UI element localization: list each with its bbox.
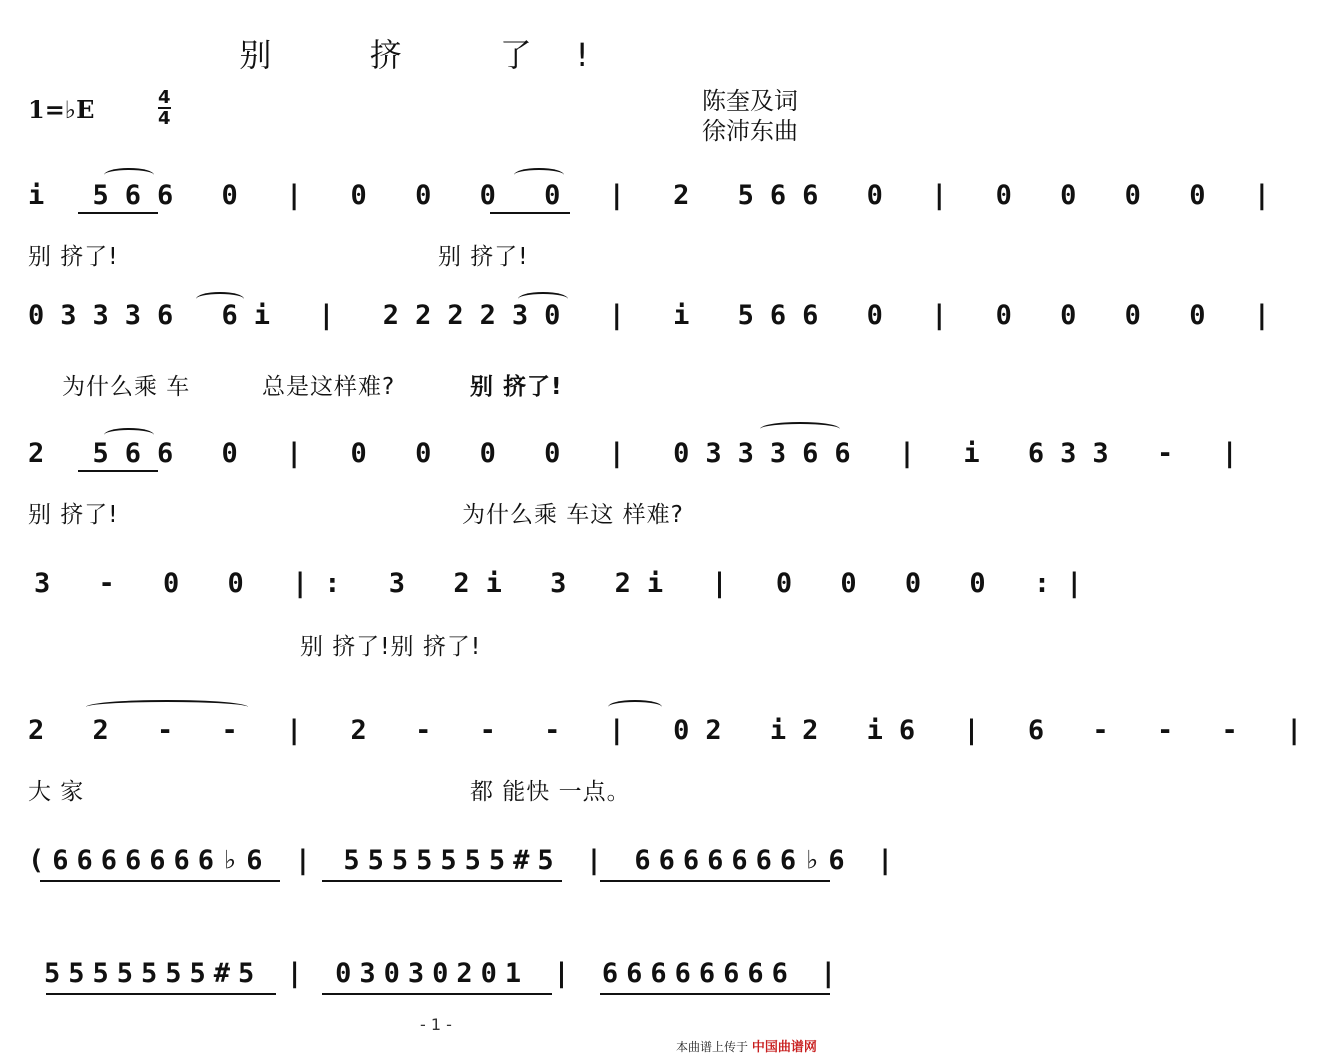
- slur: [518, 292, 568, 306]
- system-1-lyric-2: 别 挤了!: [438, 244, 529, 270]
- system-2-lyric-2: 总是这样难?: [262, 374, 396, 400]
- slur: [86, 700, 248, 714]
- slur: [760, 422, 840, 436]
- beam-line: [600, 993, 830, 995]
- slur: [104, 428, 154, 442]
- system-4-lyric-1: 别 挤了!别 挤了!: [300, 634, 482, 660]
- system-3-lyric-1: 别 挤了!: [28, 502, 119, 528]
- slur: [196, 292, 244, 306]
- system-1-notation: i 566 0 | 0 0 0 0 | 2 566 0 | 0 0 0 0 |: [28, 180, 1286, 211]
- beam-line: [78, 470, 158, 472]
- beam-line: [490, 212, 570, 214]
- composer-credit: 徐沛东曲: [702, 117, 798, 145]
- system-1-lyric-1: 别 挤了!: [28, 244, 119, 270]
- system-4-notation: 3 - 0 0 |: 3 2i 3 2i | 0 0 0 0 :|: [34, 568, 1099, 599]
- beam-line: [46, 993, 276, 995]
- system-2-notation: 03336 6i | 222230 | i 566 0 | 0 0 0 0 |: [28, 300, 1286, 331]
- system-6-notation: (6666666♭6 | 5555555#5 | 6666666♭6 |: [28, 845, 902, 876]
- system-7-notation: 5555555#5 | 03030201 | 66666666 |: [44, 958, 845, 989]
- slur: [514, 168, 564, 182]
- system-5-lyric-2: 都 能快 一点。: [470, 779, 631, 805]
- time-signature-bottom: 4: [158, 108, 171, 129]
- key-signature: 1=♭E: [28, 95, 95, 124]
- song-title: 别 挤 了!: [239, 36, 633, 74]
- time-signature: [158, 88, 171, 128]
- watermark: [676, 1036, 817, 1055]
- credits: [702, 86, 798, 146]
- time-signature-top: 4: [158, 87, 171, 108]
- lyricist-credit: 陈奎及词: [702, 87, 798, 115]
- system-3-notation: 2 566 0 | 0 0 0 0 | 033366 | i 633 - |: [28, 438, 1254, 469]
- beam-line: [322, 880, 562, 882]
- page-number: - 1 -: [420, 1015, 452, 1034]
- beam-line: [40, 880, 280, 882]
- beam-line: [600, 880, 830, 882]
- system-5-notation: 2 2 - - | 2 - - - | 02 i2 i6 | 6 - - - |: [28, 715, 1318, 746]
- watermark-site: 中国曲谱网: [751, 1040, 817, 1055]
- slur: [608, 700, 662, 714]
- slur: [104, 168, 154, 182]
- system-2-lyric-3: 别 挤了!: [470, 374, 563, 400]
- beam-line: [78, 212, 158, 214]
- beam-line: [322, 993, 552, 995]
- system-3-lyric-2: 为什么乘 车这 样难?: [462, 502, 684, 528]
- watermark-prefix: 本曲谱上传于: [676, 1040, 749, 1054]
- system-5-lyric-1: 大 家: [28, 779, 85, 805]
- system-2-lyric-1: 为什么乘 车: [62, 374, 191, 400]
